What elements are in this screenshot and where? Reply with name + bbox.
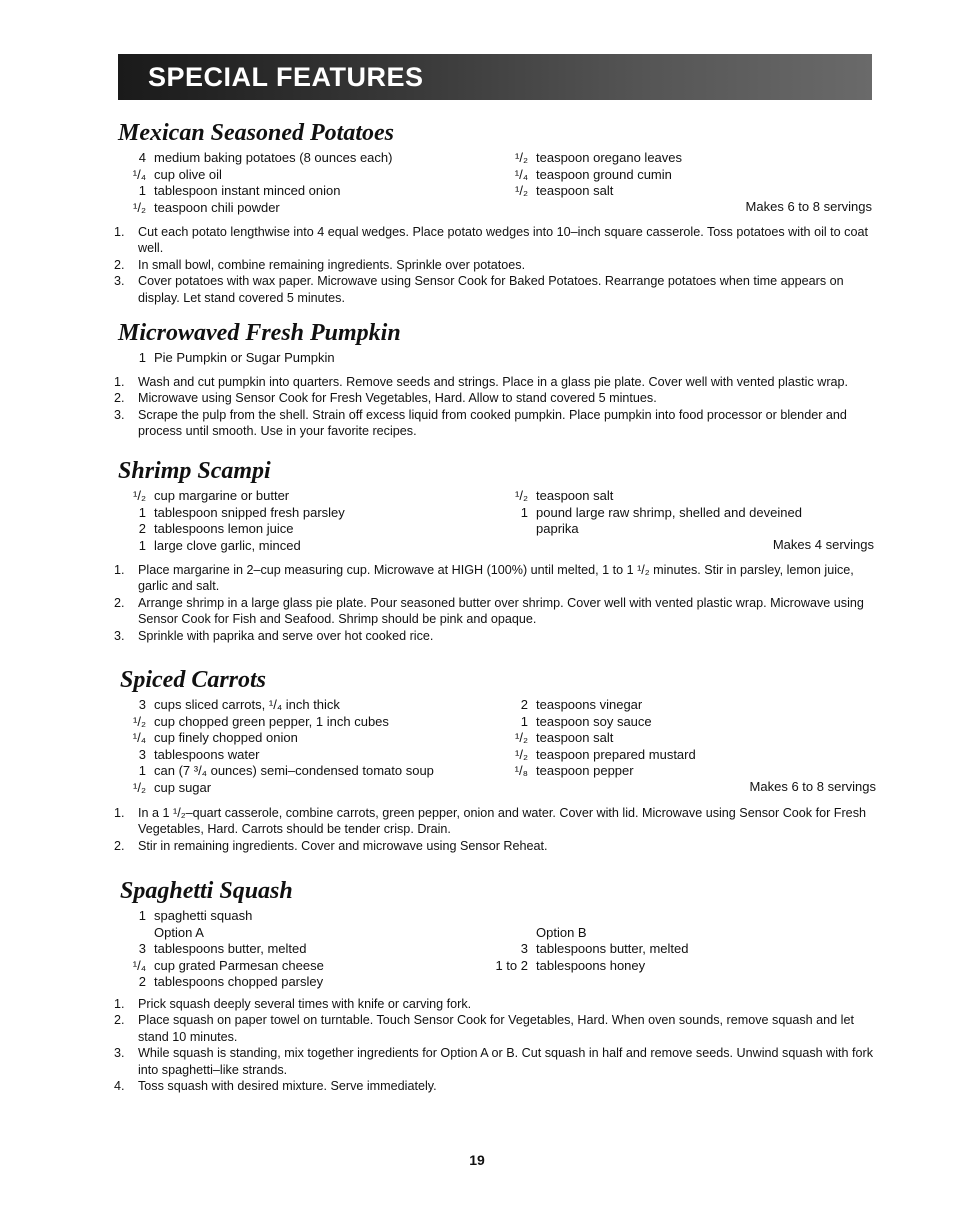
step-item: 3. Sprinkle with paprika and serve over hot cooked rice.: [114, 628, 434, 643]
option-label: Option A: [154, 924, 204, 940]
ingredient-list-left: [110, 908, 324, 991]
steps-list: [114, 805, 874, 854]
recipe-title: Shrimp Scampi: [118, 458, 271, 484]
ingredient-item: 3 cups sliced carrots, ¹/₄ inch thick: [138, 697, 340, 712]
step-item: 2. Arrange shrimp in a large glass pie plate. Pour seasoned butter over shrimp. Cover well with vented plastic wrap. Microwave using Sensor Cook for Fish and Seafood. Shrimp should be pink and opaque.: [114, 595, 864, 627]
ingredient-item: 1 tablespoon snipped fresh parsley: [138, 504, 345, 520]
ingredient-item: 1 tablespoon instant minced onion: [138, 183, 341, 198]
step-item: 2. Microwave using Sensor Cook for Fresh Vegetables, Hard. Allow to stand covered 5 mintues.: [114, 391, 657, 406]
ingredient-item: ¹/₂ teaspoon salt: [515, 183, 614, 198]
step-item: 1. Cut each potato lengthwise into 4 equal wedges. Place potato wedges into 10–inch square casserole. Toss potatoes with oil to coat well.: [114, 225, 868, 256]
steps-list: [114, 562, 874, 644]
ingredient-item: 3 tablespoons water: [138, 746, 260, 762]
option-label: Option B: [536, 924, 587, 940]
ingredient-item: ¹/₂ cup sugar: [133, 779, 212, 795]
ingredient-list-left: [110, 697, 434, 796]
ingredient-item: ¹/₂ cup chopped green pepper, 1 inch cubes: [133, 713, 389, 729]
recipe-title: Spaghetti Squash: [120, 878, 293, 904]
ingredient-item: ¹/₂ teaspoon salt: [515, 488, 614, 503]
ingredient-item: ¹/₄ cup grated Parmesan cheese: [132, 957, 324, 973]
ingredient-item: ¹/₂ teaspoon chili powder: [133, 199, 280, 215]
ingredient-item: paprika: [536, 521, 579, 536]
ingredient-list-right: [492, 488, 802, 538]
servings-note: Makes 6 to 8 servings: [749, 779, 876, 794]
step-item: 1. Wash and cut pumpkin into quarters. Remove seeds and strings. Place in a glass pie plate. Cover well with vented plastic wrap.: [114, 375, 849, 389]
ingredient-item: 2 teaspoons vinegar: [520, 697, 643, 712]
ingredient-item: ¹/₄ cup olive oil: [132, 166, 222, 182]
ingredient-list-right: [492, 150, 682, 200]
servings-note: Makes 6 to 8 servings: [745, 199, 872, 214]
step-item: 3. While squash is standing, mix together ingredients for Option A or B. Cut squash in half and remove seeds. Unwind squash with fork into spaghetti–like strands.: [114, 1046, 874, 1077]
ingredient-item: ¹/₂ teaspoon oregano leaves: [515, 150, 683, 165]
ingredient-item: 1 Pie Pumpkin or Sugar Pumpkin: [138, 350, 335, 365]
ingredient-item: ¹/₄ teaspoon ground cumin: [514, 166, 672, 182]
ingredient-item: 2 tablespoons chopped parsley: [138, 974, 324, 989]
ingredient-item: 1 spaghetti squash: [138, 908, 253, 923]
step-item: 3. Cover potatoes with wax paper. Microwave using Sensor Cook for Baked Potatoes. Rearrange potatoes when time appears on display. Let stand covered 5 minutes.: [114, 274, 844, 305]
recipe-title: Mexican Seasoned Potatoes: [118, 120, 394, 146]
ingredient-item: 1 can (7 ³/₄ ounces) semi–condensed tomato soup: [138, 763, 434, 778]
step-item: 1. Place margarine in 2–cup measuring cup. Microwave at HIGH (100%) until melted, 1 to 1 ¹/₂ minutes. Stir in parsley, lemon juice, garlic and salt.: [114, 563, 854, 594]
steps-list: [114, 374, 874, 440]
ingredient-item: ¹/₂ teaspoon prepared mustard: [515, 746, 696, 762]
ingredient-item: 1 large clove garlic, minced: [138, 537, 301, 553]
ingredient-list-right: [492, 697, 696, 780]
page-number: 19: [469, 1152, 485, 1168]
ingredient-item: 3 tablespoons butter, melted: [520, 941, 689, 956]
step-item: 1. In a 1 ¹/₂–quart casserole, combine carrots, green pepper, onion and water. Cover with lid. Microwave using Sensor Cook for Fresh Vegetables, Hard. Carrots should be tender crisp. Drain.: [114, 806, 866, 837]
ingredient-item: 1 pound large raw shrimp, shelled and deveined: [520, 504, 802, 520]
recipe-title: Spiced Carrots: [120, 667, 267, 693]
step-item: 1. Prick squash deeply several times with knife or carving fork.: [114, 997, 472, 1011]
servings-note: Makes 4 servings: [772, 537, 874, 552]
steps-list: [114, 224, 874, 306]
recipe-title: Microwaved Fresh Pumpkin: [118, 320, 401, 346]
section-title: SPECIAL FEATURES: [148, 62, 424, 92]
ingredient-item: ¹/₂ cup margarine or butter: [133, 488, 290, 503]
section-header-banner: [118, 54, 872, 100]
step-item: 4. Toss squash with desired mixture. Serve immediately.: [114, 1079, 437, 1094]
step-item: 3. Scrape the pulp from the shell. Strain off excess liquid from cooked pumpkin. Place pumpkin into food processor or blender and process until smooth. Use in your favorite recipes.: [114, 407, 847, 439]
ingredient-item: 1 teaspoon soy sauce: [520, 713, 652, 729]
ingredient-item: 1 to 2 tablespoons honey: [495, 957, 646, 973]
ingredient-list-left: [110, 350, 335, 367]
ingredient-list-right: [492, 925, 689, 975]
steps-list: [114, 996, 874, 1094]
ingredient-list-left: [110, 150, 392, 216]
ingredient-item: 3 tablespoons butter, melted: [138, 941, 307, 956]
ingredient-item: 4 medium baking potatoes (8 ounces each): [138, 150, 393, 165]
step-item: 2. In small bowl, combine remaining ingredients. Sprinkle over potatoes.: [114, 257, 526, 272]
ingredient-list-left: [110, 488, 345, 554]
step-item: 2. Place squash on paper towel on turntable. Touch Sensor Cook for Vegetables, Hard. When oven sounds, remove squash and let stand 10 minutes.: [114, 1013, 854, 1044]
ingredient-item: ¹/₈ teaspoon pepper: [514, 763, 634, 778]
ingredient-item: ¹/₂ teaspoon salt: [515, 730, 614, 745]
ingredient-item: 2 tablespoons lemon juice: [138, 521, 294, 536]
step-item: 2. Stir in remaining ingredients. Cover and microwave using Sensor Reheat.: [114, 838, 548, 853]
ingredient-item: ¹/₄ cup finely chopped onion: [132, 730, 298, 745]
